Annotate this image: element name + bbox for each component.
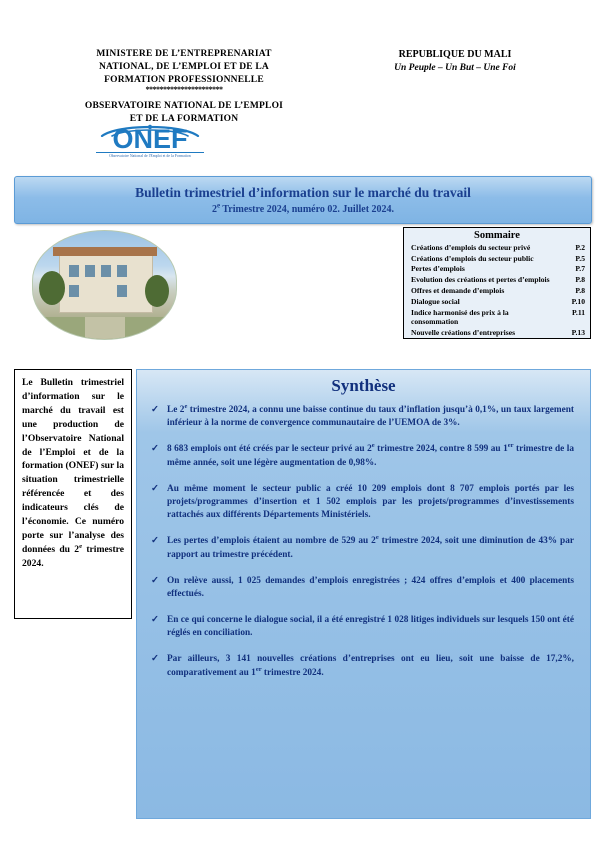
- ministry-line-1: MINISTERE DE L’ENTREPRENARIAT: [96, 49, 272, 59]
- synthese-bullet-text: Le 2e trimestre 2024, a connu une baisse continue du taux d’inflation jusqu’à 0,1%, un taux largement inférieur à la norme de convergence communautaire de l’UEMOA de 3%.: [167, 402, 574, 429]
- observatory-line-2: ET DE LA FORMATION: [129, 114, 239, 125]
- photo-path: [85, 317, 125, 339]
- sommaire-entry[interactable]: [404, 307, 590, 327]
- synthese-bullet: [149, 653, 578, 679]
- synthese-bullet-text: 8 683 emplois ont été créés par le secteur privé au 2e trimestre 2024, contre 8 599 au 1er trimestre de la même année, soit une légère augmentation de 0,98%.: [167, 442, 574, 468]
- bulletin-subtitle: 2e Trimestre 2024, numéro 02. Juillet 2024.: [211, 201, 395, 215]
- check-icon: ✓: [151, 483, 159, 494]
- synthese-bullet: [149, 575, 578, 601]
- republic-block: [340, 48, 570, 126]
- sommaire-entry[interactable]: [404, 296, 590, 307]
- sommaire-entry[interactable]: [404, 275, 590, 286]
- photo-tree: [145, 275, 169, 307]
- sommaire-entry-label: Nouvelle créations d’entreprises: [411, 328, 516, 338]
- photo-tree: [39, 271, 65, 305]
- sommaire-entry-label: Créations d’emplois du secteur public: [411, 253, 534, 263]
- sommaire-entry[interactable]: [404, 328, 590, 339]
- sommaire-entry-page: P.11: [571, 307, 585, 317]
- ministry-line-2: NATIONAL, DE L’EMPLOI ET DE LA: [99, 61, 269, 72]
- synthese-bullet: [149, 443, 578, 469]
- sommaire-entry[interactable]: [404, 285, 590, 296]
- synthese-bullet: [149, 614, 578, 640]
- check-icon: ✓: [151, 536, 159, 547]
- synthese-panel: [136, 369, 591, 819]
- synthese-bullet: [149, 483, 578, 523]
- sommaire-entry[interactable]: [404, 253, 590, 264]
- sommaire-entry-page: P.7: [575, 264, 585, 274]
- republic-title: REPUBLIQUE DU MALI: [398, 49, 512, 60]
- sommaire-entry-label: Créations d’emplois du secteur privé: [411, 242, 531, 252]
- check-icon: ✓: [151, 615, 159, 626]
- bulletin-title: Bulletin trimestriel d’information sur le marché du travail: [135, 185, 471, 200]
- sommaire-entry-page: P.8: [575, 275, 585, 285]
- synthese-bullet-text: On relève aussi, 1 025 demandes d’emplois enregistrées ; 424 offres d’emplois et 400 placements effectués.: [167, 575, 574, 599]
- sommaire-entry[interactable]: [404, 264, 590, 275]
- synthese-bullet-text: Au même moment le secteur public a créé 10 209 emplois dont 8 707 emplois portés par les projets/programmes d’insertion et 1 502 emplois par les projets/programmes d’investissements rattachés aux différents Départements Ministériels.: [167, 483, 574, 521]
- republic-motto: Un Peuple – Un But – Une Foi: [394, 63, 516, 73]
- document-header: [0, 0, 604, 126]
- synthese-title: Synthèse: [331, 376, 396, 395]
- sommaire-entry-page: P.8: [575, 286, 585, 296]
- observatory-line-1: OBSERVATOIRE NATIONAL DE L’EMPLOI: [84, 101, 284, 112]
- check-icon: ✓: [151, 405, 159, 415]
- sommaire-entry-page: P.10: [571, 296, 585, 306]
- check-icon: ✓: [151, 654, 159, 665]
- sommaire-entry-label: Evolution des créations et pertes d’emplois: [411, 275, 550, 285]
- onef-logo: [96, 126, 204, 158]
- sommaire-box: [403, 227, 591, 339]
- photo-building: [59, 253, 153, 313]
- synthese-bullet-text: Par ailleurs, 3 141 nouvelles créations d’entreprises ont eu lieu, soit une baisse de 17,2%, comparativement au 1er trimestre 2024.: [167, 654, 574, 678]
- sommaire-entry-label: Offres et demande d’emplois: [411, 286, 505, 296]
- building-photo: [32, 230, 177, 340]
- sommaire-title: Sommaire: [474, 230, 520, 241]
- photo-window: [117, 265, 127, 277]
- bulletin-description-box: Le Bulletin trimestriel d’information sur le marché du travail est une production de l’Observatoire National de l’Emploi et de la formation (ONEF) sur la situation trimestrielle référencée et des indicateurs clés de l’économie. Ce numéro porte sur l’analyse des données du 2e trimestre 2024.: [14, 369, 132, 619]
- synthese-bullet-text: Les pertes d’emplois étaient au nombre de 529 au 2e trimestre 2024, soit une diminution de 43% par rapport au trimestre précédent.: [167, 534, 574, 560]
- synthese-bullet: [149, 535, 578, 561]
- check-icon: ✓: [151, 575, 159, 586]
- sommaire-entry-label: Dialogue social: [411, 296, 460, 306]
- sommaire-entry-page: P.5: [575, 253, 585, 263]
- photo-window: [117, 285, 127, 297]
- bulletin-title-banner: [14, 176, 592, 224]
- photo-window: [85, 265, 95, 277]
- check-icon: ✓: [151, 444, 159, 455]
- photo-roof: [53, 247, 157, 256]
- sommaire-entry-page: P.13: [571, 328, 585, 338]
- synthese-bullet-text: En ce qui concerne le dialogue social, il a été enregistré 1 028 litiges individuels sur lesquels 150 ont été réglés en conciliation.: [167, 615, 574, 639]
- logo-subtext: Observatoire National de l'Emploi et de la Formation: [96, 152, 204, 158]
- logo-text: ONEF: [112, 124, 188, 154]
- synthese-bullet: [149, 404, 578, 430]
- photo-window: [69, 285, 79, 297]
- ministry-line-3: FORMATION PROFESSIONNELLE: [104, 74, 264, 85]
- sommaire-entry[interactable]: [404, 242, 590, 253]
- photo-window: [69, 265, 79, 277]
- sommaire-entry-page: P.2: [575, 242, 585, 252]
- star-divider: **********************: [145, 85, 223, 95]
- sommaire-entry-label: Pertes d’emplois: [411, 264, 465, 274]
- photo-window: [101, 265, 111, 277]
- ministry-block: [34, 48, 334, 126]
- sommaire-entry-label: Indice harmonisé des prix à la consommation: [411, 307, 509, 327]
